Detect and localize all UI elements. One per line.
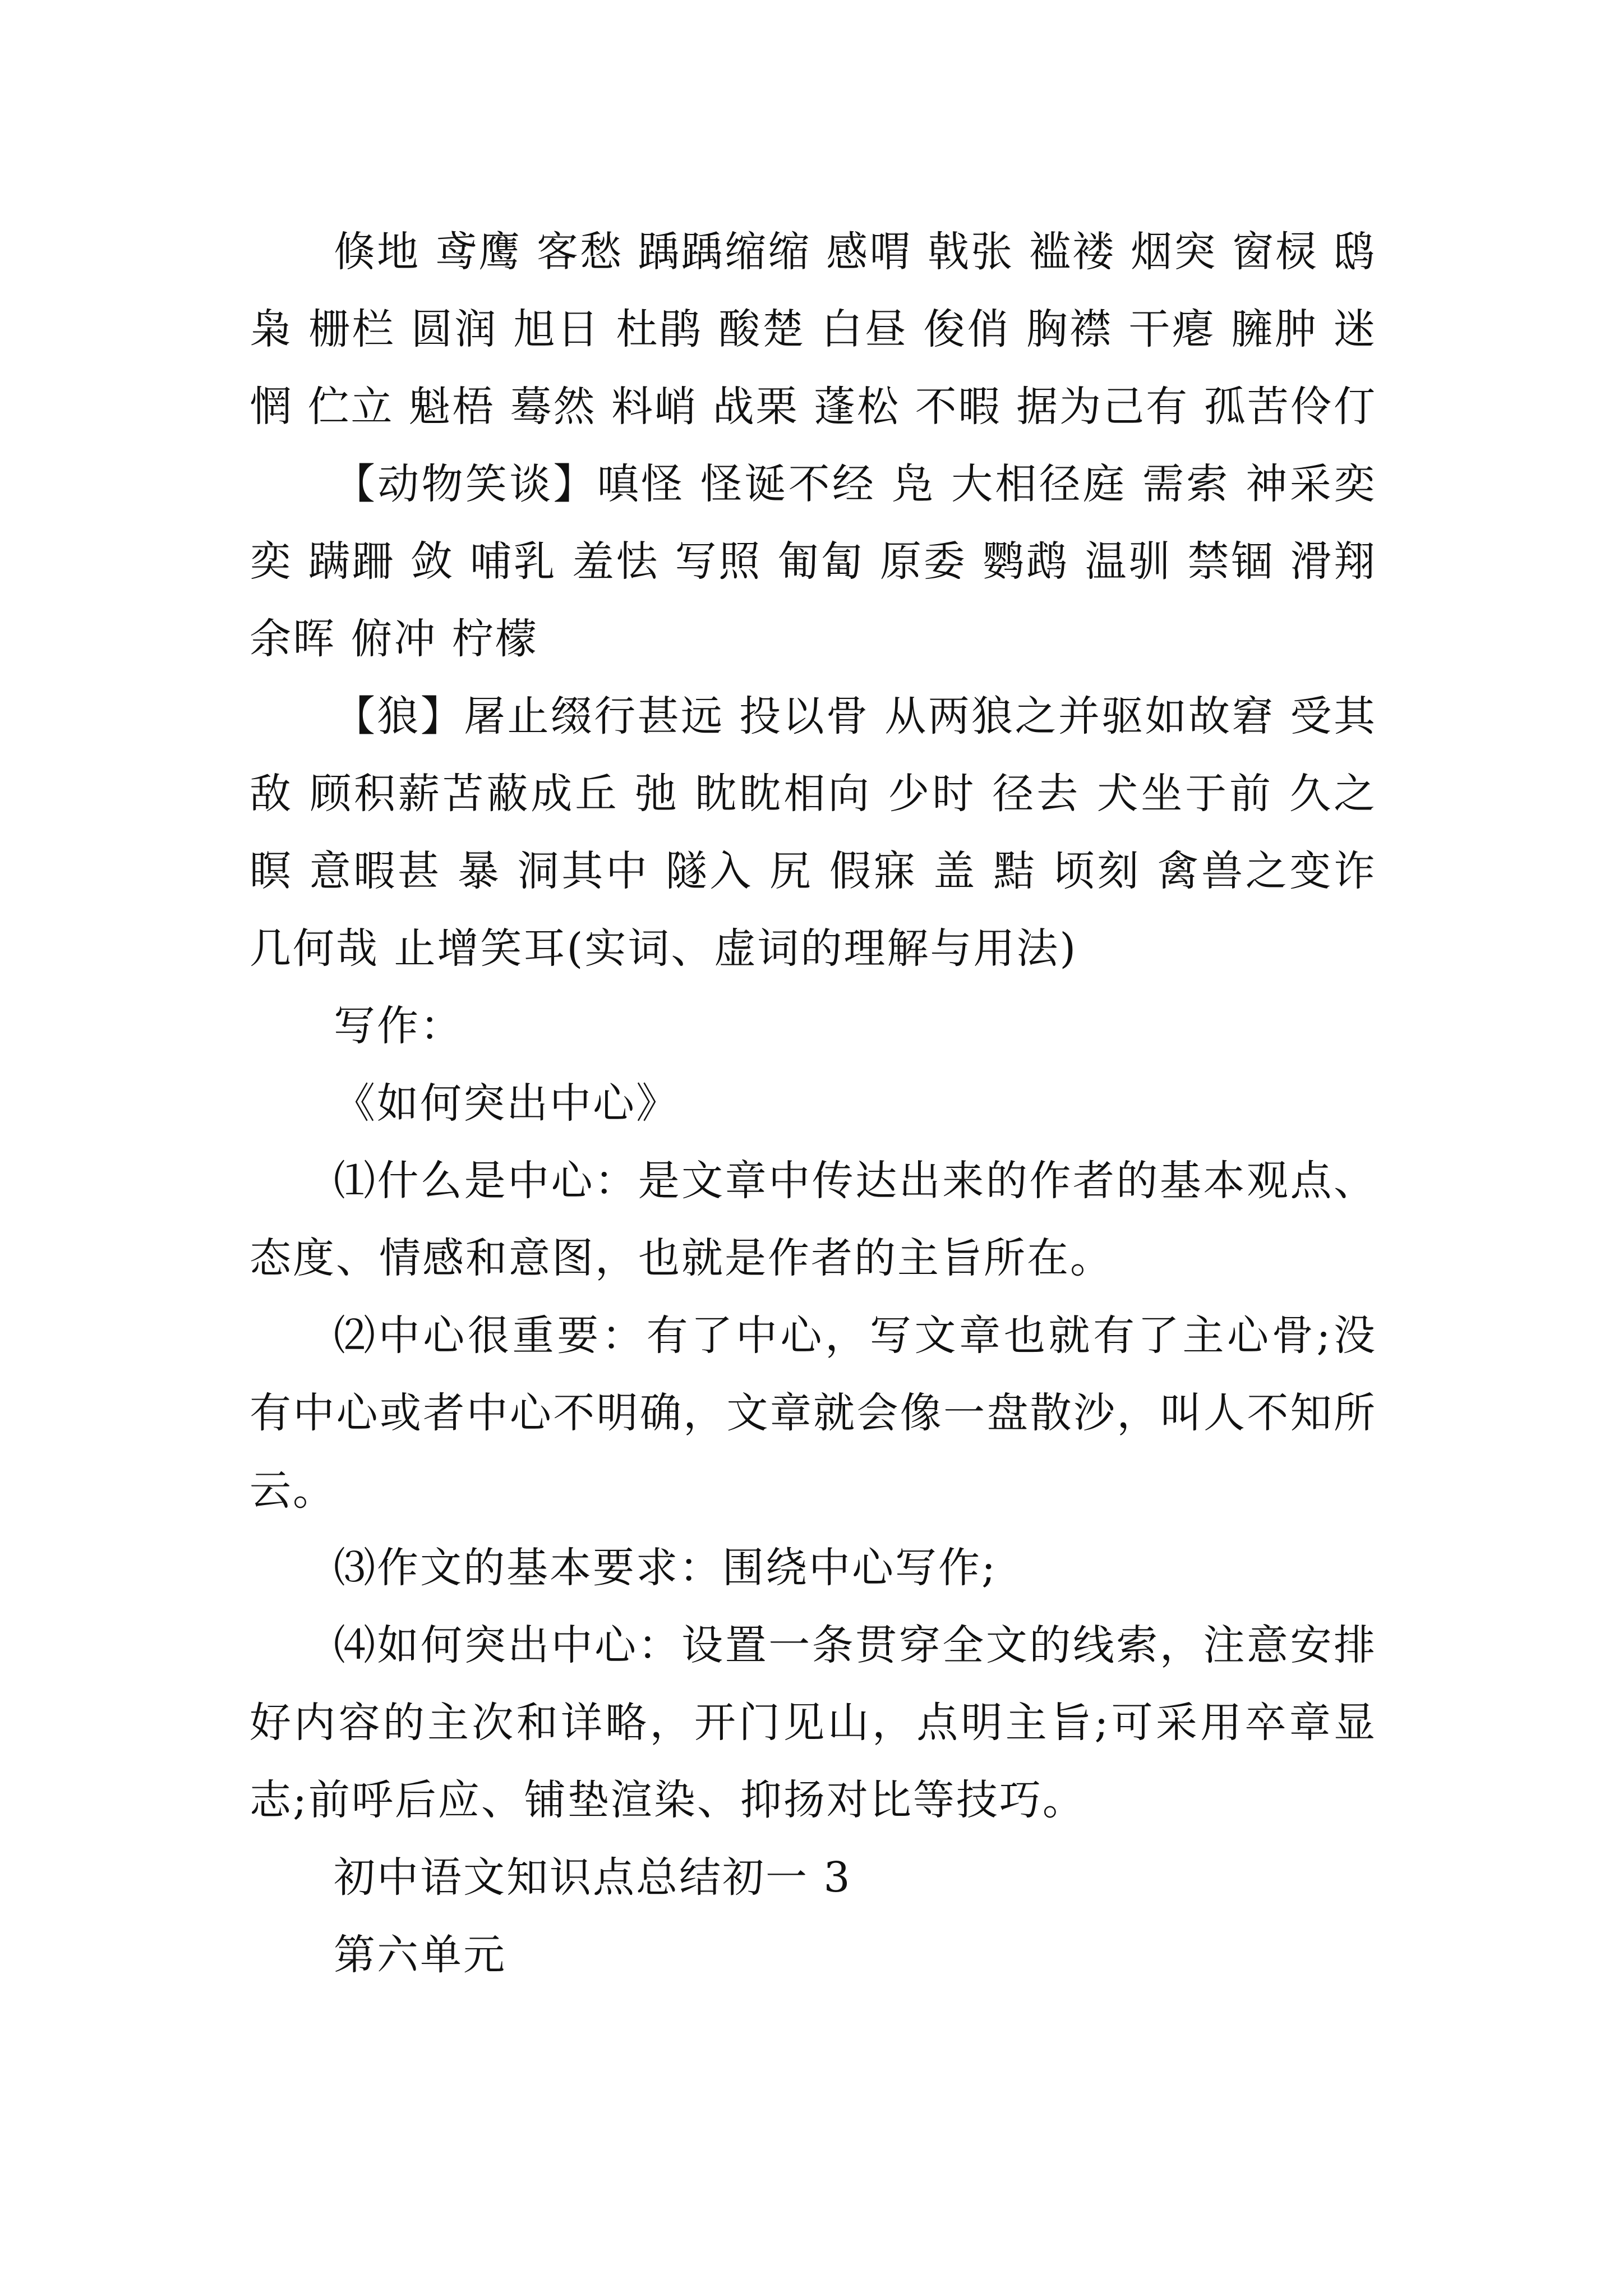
document-body: [250, 213, 1377, 1994]
vocabulary-paragraph: 倏地 鸢鹰 客愁 踽踽缩缩 感喟 戟张 褴褛 烟突 窗棂 鸱枭 栅栏 圆润 旭日 杜鹃 酸楚 白昼 俊俏 胸襟 干瘪 臃肿 迷惘 伫立 魁梧 蓦然 料峭 战栗 蓬松 不暇 据为己有 孤苦伶仃: [250, 228, 1377, 431]
center-importance-paragraph: ⑵中心很重要：有了中心，写文章也就有了主心骨;没有中心或者中心不明确，文章就会像一盘散沙，叫人不知所云。: [250, 1312, 1377, 1515]
writing-requirement-paragraph: ⑶作文的基本要求：围绕中心写作;: [334, 1544, 997, 1592]
center-definition-paragraph: ⑴什么是中心：是文章中传达出来的作者的基本观点、态度、情感和意图，也就是作者的主旨所在。: [250, 1157, 1377, 1282]
wolf-vocabulary-paragraph: 【狼】屠止缀行甚远 投以骨 从两狼之并驱如故窘 受其敌 顾积薪苫蔽成丘 弛 眈眈相向 少时 径去 犬坐于前 久之 瞑 意暇甚 暴 洞其中 隧入 尻 假寐 盖 黠 顷刻 禽兽之变诈几何哉 止增笑耳(实词、虚词的理解与用法): [250, 692, 1377, 973]
highlight-center-paragraph: ⑷如何突出中心：设置一条贯穿全文的线索，注意安排好内容的主次和详略，开门见山，点明主旨;可采用卒章显志;前呼后应、铺垫渲染、抑扬对比等技巧。: [250, 1621, 1377, 1824]
animal-humor-vocabulary-paragraph: 【动物笑谈】嗔怪 怪诞不经 凫 大相径庭 需索 神采奕奕 蹒跚 敛 哺乳 羞怯 写照 匍匐 原委 鹦鹉 温驯 禁锢 滑翔 余晖 俯冲 柠檬: [250, 460, 1377, 663]
unit-heading: 第六单元: [334, 1931, 506, 1979]
writing-topic-title: 《如何突出中心》: [334, 1079, 679, 1128]
writing-heading: 写作：: [334, 1002, 463, 1050]
section-title: 初中语文知识点总结初一 3: [334, 1853, 852, 1902]
